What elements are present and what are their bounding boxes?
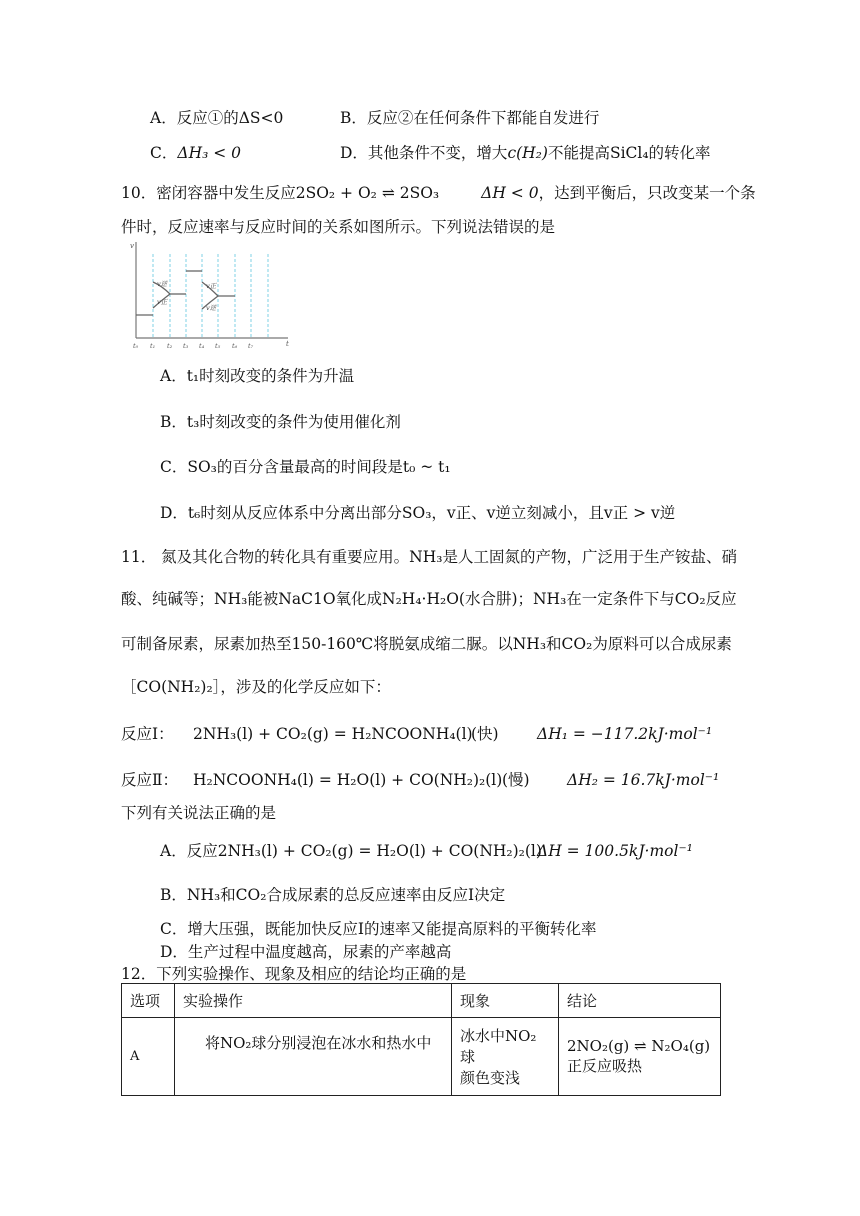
header-operation: 实验操作 xyxy=(175,984,452,1018)
label-v-forward-2: v正 xyxy=(206,282,217,290)
q12-experiment-table xyxy=(121,983,721,1096)
q10-rate-time-graph xyxy=(126,238,296,353)
phenomenon-line2: 颜色变浅 xyxy=(460,1069,521,1087)
q10-option-c: C．SO₃的百分含量最高的时间段是t₀ ~ t₁ xyxy=(160,458,451,476)
q11-option-a-pre: A．反应 xyxy=(160,842,218,860)
q11-reaction-2 xyxy=(121,769,178,791)
q11-option-a-eq: 2NH₃(l) + CO₂(g) = H₂O(l) + CO(NH₂)₂(l) xyxy=(217,842,542,860)
tick-t6: t₆ xyxy=(232,342,238,350)
tick-t7: t₇ xyxy=(248,342,254,350)
q11-option-c: C．增大压强，既能加快反应Ⅰ的速率又能提高原料的平衡转化率 xyxy=(160,920,597,938)
row-phenomenon xyxy=(452,1018,559,1096)
r1-equation: 2NH₃(l) + CO₂(g) = H₂NCOONH₄(l) xyxy=(193,725,473,743)
q11-option-b: B．NH₃和CO₂合成尿素的总反应速率由反应Ⅰ决定 xyxy=(160,886,506,904)
r2-delta-h: ΔH₂ = 16.7kJ·mol⁻¹ xyxy=(567,771,720,789)
q10-delta-h: ΔH < 0 xyxy=(481,184,539,202)
q9-option-b: B．反应②在任何条件下都能自发进行 xyxy=(340,109,600,127)
phenomenon-line1: 冰水中NO₂球 xyxy=(460,1027,537,1066)
q9-option-d-mid: c(H₂) xyxy=(507,144,548,162)
row-option: A xyxy=(122,1018,175,1096)
q10-option-a: A．t₁时刻改变的条件为升温 xyxy=(160,367,355,385)
q9-option-c-label: C． xyxy=(150,144,178,162)
q9-option-a: A．反应①的ΔS<0 xyxy=(150,109,284,127)
q11-stem-line3: 可制备尿素，尿素加热至150-160℃将脱氨成缩二脲。以NH₃和CO₂为原料可以合成尿素 xyxy=(121,635,732,653)
r2-equation: H₂NCOONH₄(l) = H₂O(l) + CO(NH₂)₂(l) xyxy=(193,771,503,789)
conclusion-equation: 2NO₂(g) ⇌ N₂O₄(g) xyxy=(567,1037,711,1055)
tick-t3: t₃ xyxy=(183,342,189,350)
q10-option-d: D．t₆时刻从反应体系中分离出部分SO₃，v正、v逆立刻减小，且v正 > v逆 xyxy=(160,504,676,522)
q9-option-c-math: ΔH₃ < 0 xyxy=(177,144,242,162)
r2-label: 反应Ⅱ： xyxy=(121,771,179,789)
tick-t4: t₄ xyxy=(199,342,205,350)
table-row xyxy=(122,1018,721,1096)
q11-reaction-1 xyxy=(121,723,174,745)
q9-option-d-post: 不能提高SiCl₄的转化率 xyxy=(547,144,711,162)
q10-stem-post: ，达到平衡后，只改变某一个条 xyxy=(538,184,756,202)
q10-option-b: B．t₃时刻改变的条件为使用催化剂 xyxy=(160,413,401,431)
tick-t5: t₅ xyxy=(215,342,221,350)
label-v-reverse-1: v逆 xyxy=(157,280,168,288)
header-phenomenon: 现象 xyxy=(452,984,559,1018)
r1-label: 反应Ⅰ： xyxy=(121,725,174,743)
q10-stem-line2: 件时，反应速率与反应时间的关系如图所示。下列说法错误的是 xyxy=(121,218,556,236)
q11-stem-line1: 11． 氮及其化合物的转化具有重要应用。NH₃是人工固氮的产物，广泛用于生产铵盐、硝 xyxy=(121,548,737,566)
row-conclusion xyxy=(559,1018,721,1096)
q11-stem-line2: 酸、纯碱等；NH₃能被NaC1O氧化成N₂H₄·H₂O(水合肼)；NH₃在一定条件下与CO₂反应 xyxy=(121,590,737,608)
q9-option-c xyxy=(150,141,241,163)
q10-equation: 2SO₂ + O₂ ⇌ 2SO₃ xyxy=(295,184,440,202)
table-header-row xyxy=(122,984,721,1018)
graph-x-label: t xyxy=(286,340,289,348)
tick-t1: t₁ xyxy=(150,342,156,350)
label-v-forward-1: v正 xyxy=(157,298,168,306)
r2-speed: (慢) xyxy=(502,771,530,789)
conclusion-text: 正反应吸热 xyxy=(567,1057,643,1075)
label-v-reverse-2: v逆 xyxy=(206,304,217,312)
graph-y-label: v xyxy=(130,242,134,250)
header-option: 选项 xyxy=(122,984,175,1018)
q9-option-d-pre: D．其他条件不变，增大 xyxy=(340,144,508,162)
tick-t2: t₂ xyxy=(167,342,173,350)
q11-option-a-dh: ΔH = 100.5kJ·mol⁻¹ xyxy=(537,842,693,860)
q10-stem-line1 xyxy=(121,182,756,204)
r1-speed: (快) xyxy=(471,725,499,743)
r1-delta-h: ΔH₁ = −117.2kJ·mol⁻¹ xyxy=(537,725,713,743)
q11-option-a xyxy=(160,840,542,862)
q11-ask: 下列有关说法正确的是 xyxy=(121,804,277,822)
q9-option-d xyxy=(340,141,711,163)
q12-stem: 12．下列实验操作、现象及相应的结论均正确的是 xyxy=(121,965,467,983)
header-conclusion: 结论 xyxy=(559,984,721,1018)
q10-stem-pre: 10．密闭容器中发生反应 xyxy=(121,184,296,202)
q11-stem-line4: ［CO(NH₂)₂］，涉及的化学反应如下： xyxy=(121,678,391,696)
tick-t0: t₀ xyxy=(133,342,139,350)
row-operation: 将NO₂球分别浸泡在冰水和热水中 xyxy=(175,1018,452,1096)
q11-option-d: D．生产过程中温度越高，尿素的产率越高 xyxy=(160,943,452,961)
